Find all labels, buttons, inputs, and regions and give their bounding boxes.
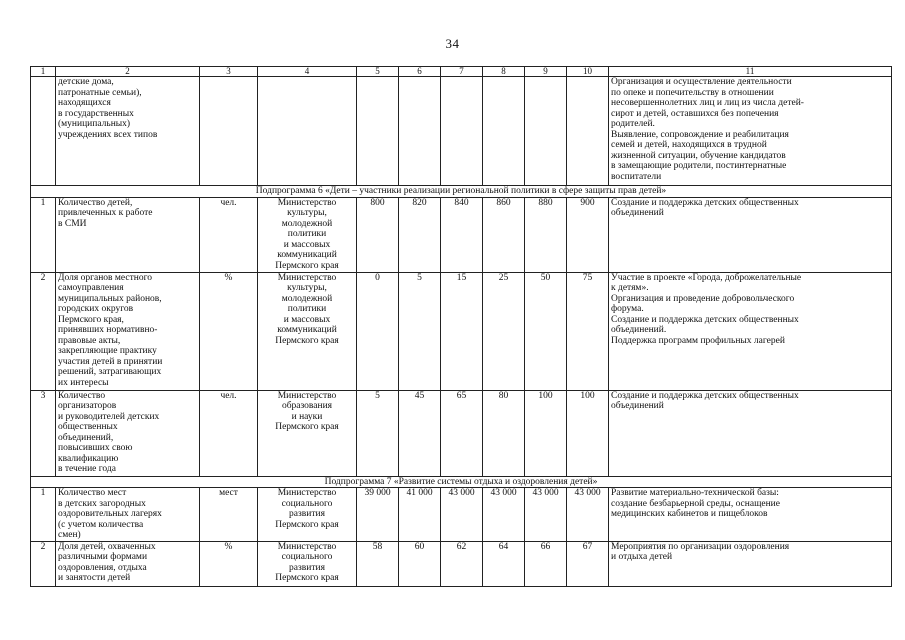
value-cell: 66 — [525, 541, 567, 586]
value-cell: 64 — [483, 541, 525, 586]
value-cell: 43 000 — [567, 488, 609, 542]
table-row — [31, 390, 892, 476]
indicators-table — [30, 66, 892, 587]
indicator-cell: Количество мест в детских загородных оздоровительных лагерях (с учетом количества смен) — [56, 488, 200, 542]
value-cell: 840 — [441, 197, 483, 272]
col-header: 9 — [525, 67, 567, 77]
table-row — [31, 488, 892, 542]
value-cell: 100 — [567, 390, 609, 476]
value-cell: 0 — [357, 272, 399, 390]
value-cell: 5 — [357, 390, 399, 476]
value-cell: 100 — [525, 390, 567, 476]
value-cell: 58 — [357, 541, 399, 586]
col-header: 3 — [200, 67, 258, 77]
value-cell: 67 — [567, 541, 609, 586]
indicator-cell: Доля органов местного самоуправления муниципальных районов, городских округов Пермского края, принявших нормативно- правовые акты, закрепляющие практику участия детей в принятии решений, затрагивающих их интересы — [56, 272, 200, 390]
activities-cell: Создание и поддержка детских общественных объединений — [609, 197, 892, 272]
value-cell: 80 — [483, 390, 525, 476]
value-cell: 41 000 — [399, 488, 441, 542]
value-cell: 75 — [567, 272, 609, 390]
col-header: 11 — [609, 67, 892, 77]
unit-cell: % — [200, 541, 258, 586]
column-number-row — [31, 67, 892, 77]
activities-cell: Создание и поддержка детских общественных объединений — [609, 390, 892, 476]
value-cell: 45 — [399, 390, 441, 476]
value-cell: 880 — [525, 197, 567, 272]
executor-cell: Министерство культуры, молодежной политики и массовых коммуникаций Пермского края — [258, 272, 357, 390]
col-header: 2 — [56, 67, 200, 77]
value-cell: 62 — [441, 541, 483, 586]
col-header: 7 — [441, 67, 483, 77]
col-header: 4 — [258, 67, 357, 77]
row-number: 1 — [31, 197, 56, 272]
section-title: Подпрограмма 6 «Дети – участники реализации региональной политики в сфере защиты прав детей» — [31, 186, 892, 198]
indicator-cell: детские дома, патронатные семьи), находящихся в государственных (муниципальных) учреждениях всех типов — [56, 77, 200, 186]
row-number: 3 — [31, 390, 56, 476]
value-cell: 5 — [399, 272, 441, 390]
value-cell: 820 — [399, 197, 441, 272]
row-number: 2 — [31, 272, 56, 390]
unit-cell: мест — [200, 488, 258, 542]
section-header-row — [31, 186, 892, 198]
col-header: 1 — [31, 67, 56, 77]
executor-cell: Министерство социального развития Пермского края — [258, 541, 357, 586]
activities-cell: Развитие материально-технической базы: создание безбарьерной среды, оснащение медицинских кабинетов и пищеблоков — [609, 488, 892, 542]
value-cell: 39 000 — [357, 488, 399, 542]
unit-cell: чел. — [200, 197, 258, 272]
row-number — [31, 77, 56, 186]
value-cell: 800 — [357, 197, 399, 272]
value-cell: 860 — [483, 197, 525, 272]
unit-cell: чел. — [200, 390, 258, 476]
section-header-row — [31, 476, 892, 488]
unit-cell: % — [200, 272, 258, 390]
value-cell: 65 — [441, 390, 483, 476]
table-row — [31, 197, 892, 272]
executor-cell: Министерство социального развития Пермского края — [258, 488, 357, 542]
row-number: 1 — [31, 488, 56, 542]
executor-cell: Министерство культуры, молодежной политики и массовых коммуникаций Пермского края — [258, 197, 357, 272]
section-title: Подпрограмма 7 «Развитие системы отдыха и оздоровления детей» — [31, 476, 892, 488]
value-cell: 43 000 — [483, 488, 525, 542]
executor-cell: Министерство образования и науки Пермского края — [258, 390, 357, 476]
value-cell: 25 — [483, 272, 525, 390]
indicator-cell: Количество детей, привлеченных к работе в СМИ — [56, 197, 200, 272]
activities-cell: Мероприятия по организации оздоровления и отдыха детей — [609, 541, 892, 586]
table-row — [31, 541, 892, 586]
indicator-cell: Доля детей, охваченных различными формами оздоровления, отдыха и занятости детей — [56, 541, 200, 586]
row-number: 2 — [31, 541, 56, 586]
col-header: 5 — [357, 67, 399, 77]
value-cell: 50 — [525, 272, 567, 390]
page-number: 34 — [445, 36, 460, 51]
activities-cell: Участие в проекте «Города, доброжелательные к детям». Организация и проведение добровольческого форума. Создание и поддержка детских общественных объединений. Поддержка программ профильных лагерей — [609, 272, 892, 390]
value-cell: 43 000 — [525, 488, 567, 542]
table-row — [31, 272, 892, 390]
col-header: 10 — [567, 67, 609, 77]
table-row — [31, 77, 892, 186]
col-header: 8 — [483, 67, 525, 77]
col-header: 6 — [399, 67, 441, 77]
value-cell: 15 — [441, 272, 483, 390]
value-cell: 60 — [399, 541, 441, 586]
value-cell: 900 — [567, 197, 609, 272]
value-cell: 43 000 — [441, 488, 483, 542]
activities-cell: Организация и осуществление деятельности по опеке и попечительству в отношении несовершеннолетних лиц и лиц из числа детей- сирот и детей, оставшихся без попечения родителей. Выявление, сопровождение и реабилитация семей и детей, находящихся в трудной жизненной ситуации, обучение кандидатов в замещающие родители, постинтернатные воспитатели — [609, 77, 892, 186]
indicator-cell: Количество организаторов и руководителей детских общественных объединений, повысивших свою квалификацию в течение года — [56, 390, 200, 476]
